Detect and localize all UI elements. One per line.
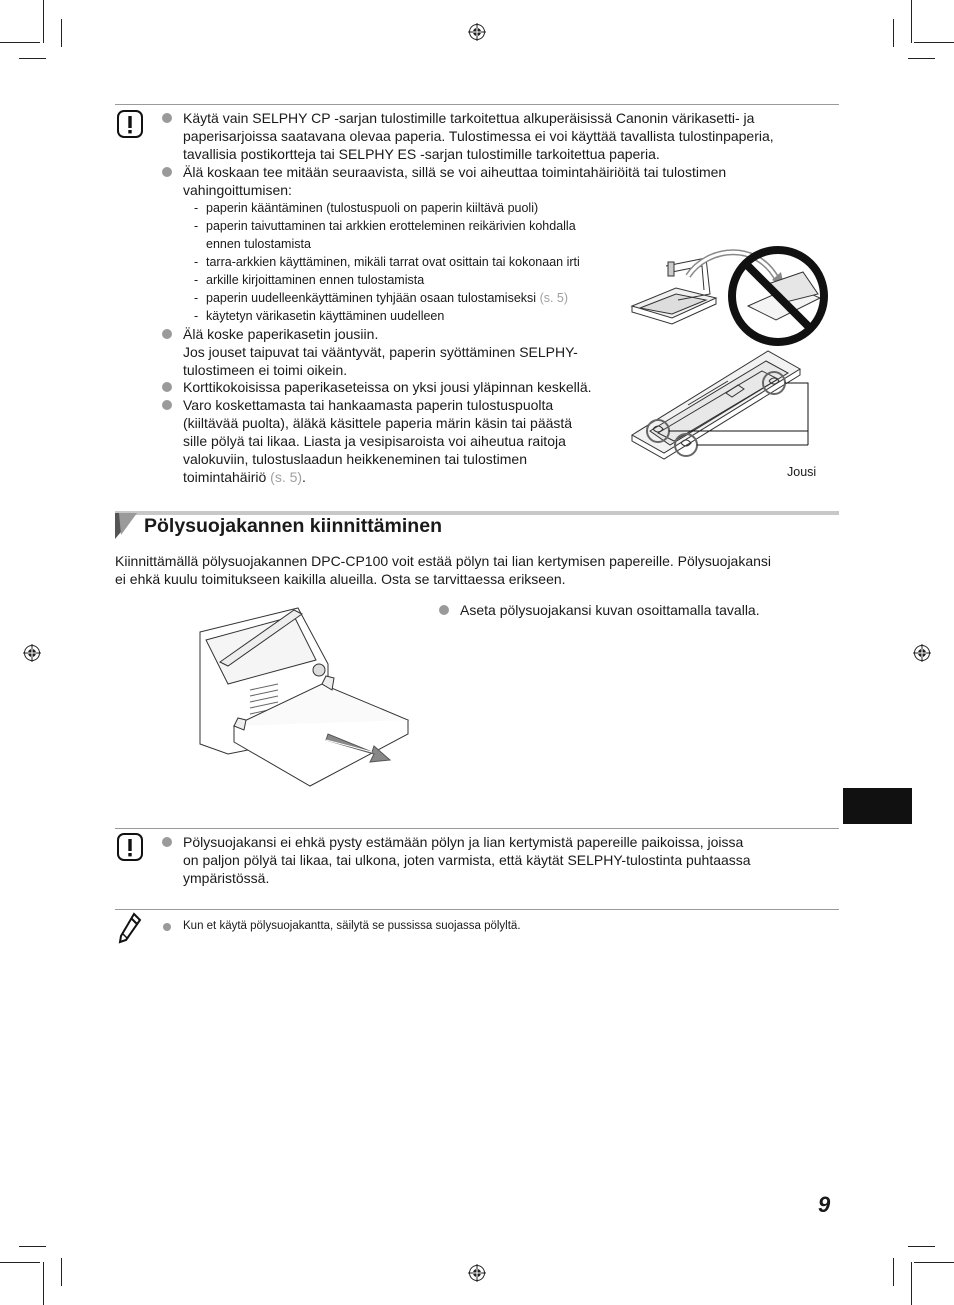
crop-mark — [908, 1246, 935, 1247]
caution2-top-rule — [115, 828, 839, 829]
bullet — [162, 837, 172, 847]
crop-mark — [908, 58, 935, 59]
sub-item-1: paperin kääntäminen (tulostuspuoli on paperin kiiltävä puoli) — [206, 201, 539, 215]
crop-mark — [893, 1258, 894, 1286]
caution2-text: Pölysuojakansi ei ehkä pysty estämään pölyn ja lian kertymistä papereille paikoissa, joissa on paljon pölyä tai likaa, tai ulkona, joten varmista, että käytät SELPHY-tulostinta puhtaassa ympäristössä. — [183, 834, 751, 886]
section-heading: Pölysuojakannen kiinnittäminen — [144, 515, 442, 537]
caution-icon — [117, 832, 143, 862]
sub-dash: - — [194, 273, 199, 287]
registration-mark-icon — [913, 644, 931, 662]
language-tab — [843, 788, 912, 824]
sub-item-4: arkille kirjoittaminen ennen tulostamista — [206, 273, 425, 287]
sub-dash: - — [194, 219, 199, 233]
crop-mark — [43, 1262, 44, 1305]
bullet — [163, 923, 171, 931]
sub-dash: - — [194, 291, 199, 305]
crop-mark — [0, 1262, 40, 1263]
bullet — [162, 329, 172, 339]
caution1-bullet5: Varo koskettamasta tai hankaamasta paperin tulostuspuolta (kiiltävää puolta), äläkä käsittele paperia märin käsin tai päästä sille pölyä tai likaa. Liasta ja vesipisaroista voi aiheutua raitoja valokuviin, tulostuslaadun heikkeneminen tai tulostimen toimintahäiriö (s. 5). — [183, 397, 573, 485]
crop-mark — [61, 19, 62, 47]
spring-label: Jousi — [787, 465, 817, 479]
crop-mark — [914, 42, 954, 43]
registration-mark-icon — [468, 1264, 486, 1282]
crop-mark — [911, 1262, 912, 1305]
crop-mark — [0, 42, 40, 43]
bullet — [162, 400, 172, 410]
bullet — [439, 605, 449, 615]
illustration-attach-dust-cover — [198, 604, 413, 790]
sub-dash: - — [194, 201, 199, 215]
crop-mark — [19, 58, 46, 59]
section-marker-icon — [115, 513, 137, 539]
sub-item-2: paperin taivuttaminen tai arkkien erotteleminen reikärivien kohdalla ennen tulostamista — [206, 219, 576, 251]
crop-mark — [911, 0, 912, 43]
caution1-bullet2: Älä koskaan tee mitään seuraavista, sillä se voi aiheuttaa toimintahäiriöitä tai tulostimen vahingoittumisen: — [183, 164, 727, 198]
crop-mark — [19, 1246, 46, 1247]
page-reference[interactable]: (s. 5) — [270, 469, 303, 485]
crop-mark — [61, 1258, 62, 1286]
sub-dash: - — [194, 255, 199, 269]
page-number: 9 — [818, 1192, 831, 1217]
note-top-rule — [115, 909, 839, 910]
sub-item-3: tarra-arkkien käyttäminen, mikäli tarrat ovat osittain tai kokonaan irti — [206, 255, 580, 269]
caution-top-rule — [115, 104, 839, 105]
crop-mark — [914, 1262, 954, 1263]
crop-mark — [893, 19, 894, 47]
crop-mark — [43, 0, 44, 43]
illustration-paper-cassette-springs — [628, 345, 828, 465]
registration-mark-icon — [23, 644, 41, 662]
caution1-bullet1: Käytä vain SELPHY CP -sarjan tulostimille tarkoitettua alkuperäisissä Canonin värikasetti- ja paperisarjoissa saatavana olevaa paperia. Tulostimessa ei voi käyttää tavallista tulostinpaperia, tavallisia postikortteja tai SELPHY ES -sarjan tulostimille tarkoitettua paperia. — [183, 110, 774, 162]
sub-dash: - — [194, 309, 199, 323]
caution1-bullet4: Korttikokoisissa paperikaseteissa on yksi jousi yläpinnan keskellä. — [183, 379, 592, 395]
registration-mark-icon — [468, 23, 486, 41]
bullet — [162, 113, 172, 123]
illustration-do-not-flip-paper — [628, 236, 833, 351]
sub-item-6: käytetyn värikasetin käyttäminen uudelleen — [206, 309, 445, 323]
note-text: Kun et käytä pölysuojakantta, säilytä se pussissa suojassa pölyltä. — [183, 920, 521, 932]
caution1-bullet3: Älä koske paperikasetin jousiin. Jos jouset taipuvat tai vääntyvät, paperin syöttäminen SELPHY- tulostimeen ei toimi oikein. — [183, 326, 578, 378]
page-reference[interactable]: (s. 5) — [539, 291, 569, 305]
sub-item-5: paperin uudelleenkäyttäminen tyhjään osaan tulostamiseksi (s. 5) — [206, 291, 569, 305]
section-intro: Kiinnittämällä pölysuojakannen DPC-CP100 voit estää pölyn tai lian kertymisen papereille. Pölysuojakansi ei ehkä kuulu toimitukseen kaikilla alueilla. Osta se tarvittaessa erikseen. — [115, 553, 772, 587]
bullet — [162, 167, 172, 177]
caution-icon — [117, 109, 143, 139]
pencil-note-icon — [118, 912, 142, 944]
step-instruction: Aseta pölysuojakansi kuvan osoittamalla tavalla. — [460, 602, 760, 618]
bullet — [162, 382, 172, 392]
